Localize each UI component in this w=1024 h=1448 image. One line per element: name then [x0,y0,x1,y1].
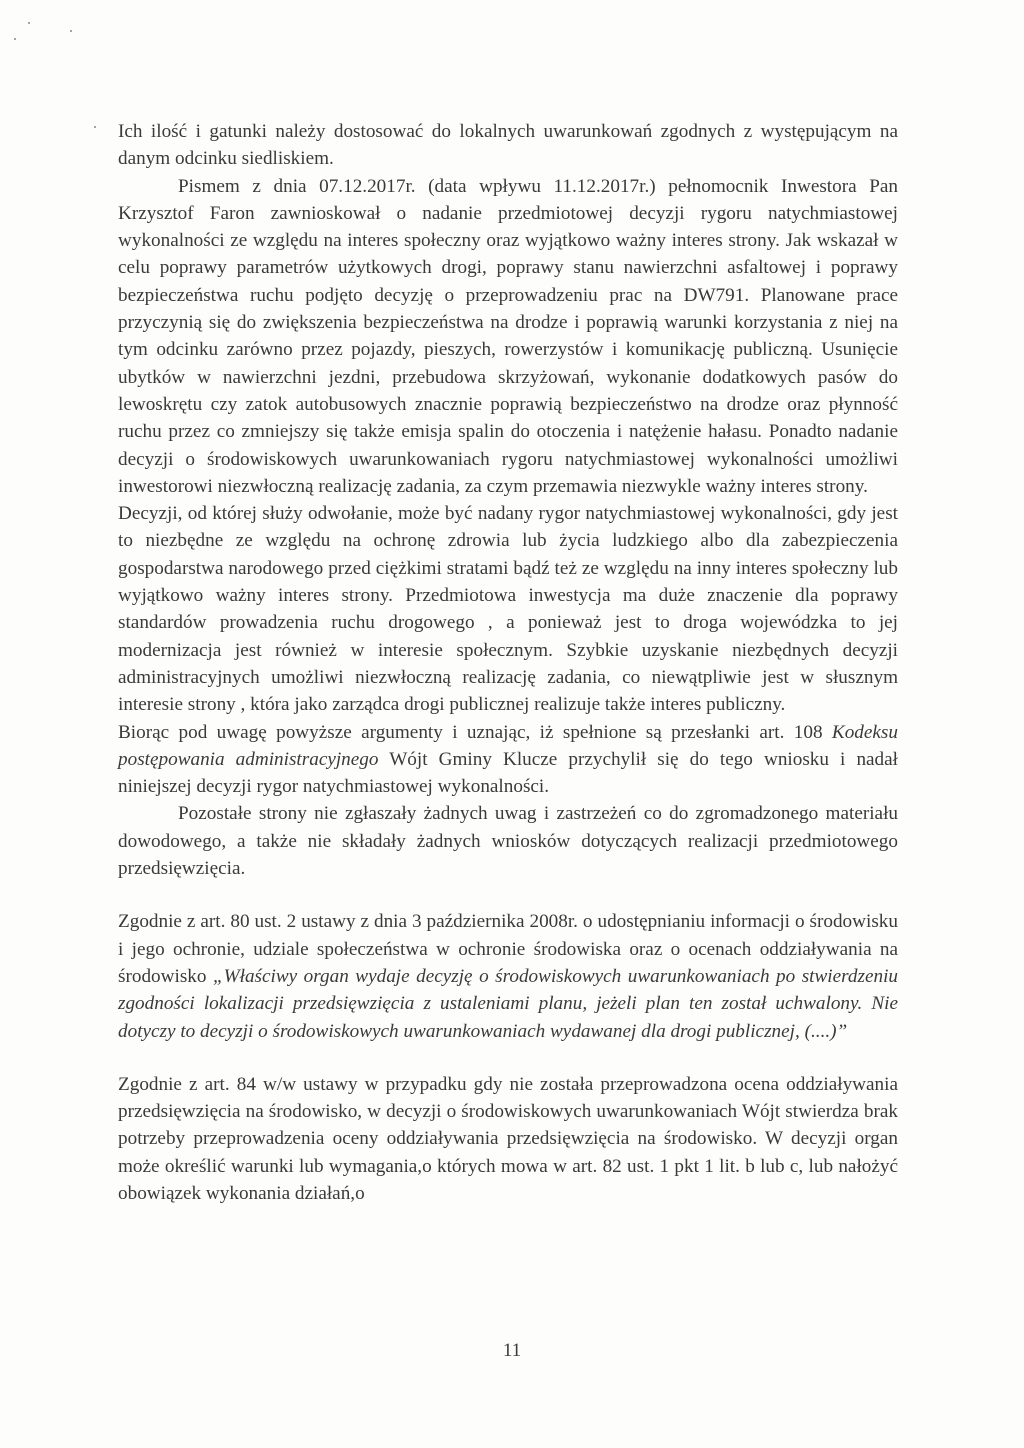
document-body [118,118,898,1207]
paragraph-decision-rule: Decyzji, od której służy odwołanie, może być nadany rygor natychmiastowej wykonalności, gdy jest to niezbędne ze względu na ochronę zdrowia lub życia ludzkiego albo dla zabezpieczenia gospodarstwa narodowego przed ciężkimi stratami bądź też ze względu na inny interes społeczny lub wyjątkowo ważny interes strony. Przedmiotowa inwestycja ma duże znaczenie dla poprawy standardów prowadzenia ruchu drogowego , a ponieważ jest to droga wojewódzka to jej modernizacja jest również w interesie społecznym. Szybkie uzyskanie niezbędnych decyzji administracyjnych umożliwi niezwłoczną realizację zadania, co niewątpliwie jest w słusznym interesie strony , która jako zarządca drogi publicznej realizuje także interes publiczny. [118,503,898,716]
art108-text-after: Wójt Gminy Klucze przychylił się do tego wniosku i nadał niniejszej decyzji rygor natychmiastowej wykonalności. [118,748,898,798]
paragraph-request: Pismem z dnia 07.12.2017r. (data wpływu 11.12.2017r.) pełnomocnik Inwestora Pan Krzysztof Faron zawnioskował o nadanie przedmiotowej decyzji rygoru natychmiastowej wykonalności ze względu na interes społeczny oraz wyjątkowo ważny interes strony. Jak wskazał w celu poprawy parametrów użytkowych drogi, poprawy stanu nawierzchni asfaltowej i poprawy bezpieczeństwa ruchu podjęto decyzję o przeprowadzeniu prac na DW791. Planowane prace przyczynią się do zwiększenia bezpieczeństwa na drodze i poprawią warunki korzystania z niej na tym odcinku zarówno przez pojazdy, pieszych, rowerzystów i komunikację publiczną. Usunięcie ubytków w nawierzchni jezdni, przebudowa skrzyżowań, wykonanie dodatkowych pasów do lewoskrętu czy zatok autobusowych znacznie poprawią bezpieczeństwo na drodze oraz płynność ruchu przez co zmniejszy się także emisja spalin do otoczenia i natężenie hałasu. Ponadto nadanie decyzji o środowiskowych uwarunkowaniach rygoru natychmiastowej wykonalności umożliwi inwestorowi niezwłoczną realizację zadania, za czym przemawia niezwykle ważny interes strony. [118,175,898,497]
art80-text-before: Zgodnie z art. 80 ust. 2 ustawy z dnia 3 października 2008r. o udostępnianiu informacji o środowisku i jego ochronie, udziale społeczeństwa w ochronie środowiska oraz o ocenach oddziaływania na środowisko [118,911,898,987]
paragraph-species: Ich ilość i gatunki należy dostosować do lokalnych uwarunkowań zgodnych z występującym na danym odcinku siedliskiem. [118,121,898,170]
page-number: 11 [502,1340,522,1361]
scan-speck [28,22,30,24]
paragraph-art80 [118,908,898,1044]
scan-speck [70,30,72,32]
paragraph-art108 [118,719,898,801]
art108-code-title: Kodeksu postępowania administracyjnego [118,721,898,770]
paragraph-art84: Zgodnie z art. 84 w/w ustawy w przypadku gdy nie została przeprowadzona ocena oddziaływania przedsięwzięcia na środowisko, w decyzji o środowiskowych uwarunkowaniach Wójt stwierdza brak potrzeby przeprowadzenia oceny oddziaływania przedsięwzięcia na środowisko. W decyzji organ może określić warunki lub wymagania,o których mowa w art. 82 ust. 1 pkt 1 lit. b lub c, lub nałożyć obowiązek wykonania działań,o [118,1073,898,1204]
art108-text-before: Biorąc pod uwagę powyższe argumenty i uznając, iż spełnione są przesłanki art. 108 [118,721,832,743]
scan-speck [94,126,96,128]
paragraph-other-parties: Pozostałe strony nie zgłaszały żadnych uwag i zastrzeżeń co do zgromadzonego materiału dowodowego, a także nie składały żadnych wniosków dotyczących realizacji przedmiotowego przedsięwzięcia. [118,803,898,880]
art80-quote: „Właściwy organ wydaje decyzję o środowiskowych uwarunkowaniach po stwierdzeniu zgodności lokalizacji przedsięwzięcia z ustaleniami planu, jeżeli plan ten został uchwalony. Nie dotyczy to decyzji o środowiskowych uwarunkowaniach wydawanej dla drogi publicznej, (....)” [118,965,898,1042]
scan-speck [14,38,16,40]
